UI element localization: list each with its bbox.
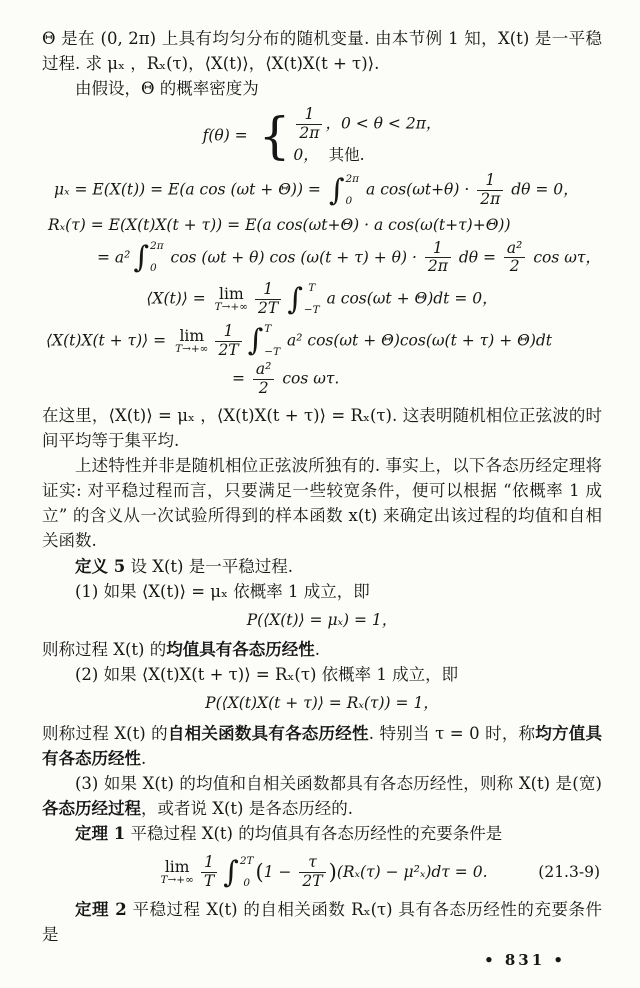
fraction: $\frac{1}{2\pi}$ [425, 240, 451, 277]
right-paren: ) [328, 859, 337, 884]
theorem-2-paragraph [42, 897, 602, 947]
autocorr-ergodic-result-paragraph: 则称过程 X(t) 的自相关函数具有各态历经性. 特别当 τ = 0 时，称均方值具有各态历经性. [42, 723, 603, 769]
fraction: $\frac{1}{2T}$ [255, 281, 281, 318]
math-fragment: 其他. [328, 145, 365, 164]
assumption-paragraph: 由假设，Θ 的概率密度为 [75, 79, 259, 99]
mean-formula [54, 172, 602, 209]
math-fragment: P(⟨X(t)⟩ = μₓ) = 1， [246, 610, 398, 629]
limit: lim T→+∞ [160, 858, 194, 887]
math-fragment: = a² [97, 247, 131, 266]
ergodic-intro-paragraph: 上述特性并非是随机相位正弦波所独有的. 事实上，以下各态历经定理将证实: 对平稳过程而言，只要满足一些较宽条件，便可以根据 “依概率 1 成立” 的含义从一次试验所得到的样本函数 x(t) 来确定出该过程的均值和自相关函数. [42, 456, 602, 551]
autocorrelation-formula [42, 214, 602, 276]
left-paren: ( [255, 859, 264, 884]
integral-sign: ∫ [328, 172, 345, 208]
condition-3-paragraph: (3) 如果 X(t) 的均值和自相关函数都具有各态历经性，则称 X(t) 是(宽)各态历经过程，或者说 X(t) 是各态历经的. [42, 774, 602, 819]
math-fragment: ⟨X(t)⟩ = [146, 289, 211, 308]
definition-5-paragraph [42, 554, 602, 579]
density-formula [42, 106, 602, 167]
definition-text: 设 X(t) 是一平稳过程. [125, 556, 293, 576]
integral: ∫ 2π 0 [133, 239, 164, 275]
limit: lim T→+∞ [214, 284, 249, 314]
time-correlation-formula [42, 323, 602, 398]
integral: ∫ 2T 0 [223, 854, 254, 890]
math-fragment: ，0 < θ < 2π， [325, 114, 442, 133]
fraction: $\frac{\text{a²}}{2}$ [253, 361, 274, 398]
math-fragment: cos (ωt + θ) cos (ω(t + τ) + θ) · [165, 247, 422, 266]
theorem-1-paragraph [42, 821, 602, 846]
theorem-1-formula [42, 854, 602, 891]
condition-2-paragraph: (2) 如果 ⟨X(t)X(t + τ)⟩ = Rₓ(τ) 依概率 1 成立，即 [75, 665, 459, 685]
math-fragment: 1 − [263, 862, 297, 881]
mean-ergodic-result-paragraph: 则称过程 X(t) 的均值具有各态历经性. [42, 640, 320, 660]
integral-sign: ∫ [287, 281, 303, 317]
fraction: $\frac{\tau}{2T}$ [299, 854, 325, 891]
integral-sign: ∫ [133, 239, 150, 275]
integral: ∫ T −T [287, 281, 320, 317]
intro-paragraph: Θ 是在 (0, 2π) 上具有均匀分布的随机变量. 由本节例 1 知，X(t) 是一平稳过程. 求 μₓ ，Rₓ(τ)，⟨X(t)⟩，⟨X(t)X(t + τ)⟩. [42, 29, 602, 74]
math-fragment: cos ωτ. [277, 369, 340, 388]
math-fragment: dθ = 0， [506, 180, 579, 199]
condition-1-paragraph: (1) 如果 ⟨X(t)⟩ = μₓ 依概率 1 成立，即 [75, 581, 370, 601]
math-fragment: = [232, 369, 250, 388]
left-brace: { [258, 107, 291, 166]
math-fragment: P(⟨X(t)X(t + τ)⟩ = Rₓ(τ)) = 1， [205, 694, 439, 713]
math-fragment: μₓ = E(X(t)) = E(a cos (ωt + Θ)) = [54, 180, 326, 199]
equation-number: (21.3-9) [538, 862, 600, 881]
probability-mean-formula [42, 609, 602, 633]
definition-label: 定义 5 [75, 556, 126, 576]
integral-sign: ∫ [247, 323, 264, 359]
integral-sign: ∫ [223, 854, 239, 890]
fraction: $\frac{1}{T}$ [201, 854, 217, 891]
fraction: $\frac{\text{a²}}{2}$ [504, 240, 525, 277]
theorem-label: 定理 1 [75, 824, 126, 844]
math-fragment: cos ωτ， [528, 247, 601, 266]
integral: ∫ T −T [247, 323, 281, 359]
fraction: $\frac{1}{2\pi}$ [477, 172, 503, 209]
theorem-text: 平稳过程 X(t) 的均值具有各态历经性的充要条件是 [125, 824, 503, 844]
probability-autocorr-formula [42, 692, 602, 716]
math-fragment: (Rₓ(τ) − μ²ₓ)dτ = 0. [336, 862, 488, 881]
limit: lim T→+∞ [175, 326, 209, 355]
theorem-label: 定理 2 [75, 899, 127, 919]
fraction: $\frac{1}{2T}$ [215, 323, 241, 360]
math-fragment: Rₓ(τ) = E(X(t)X(t + τ)) = E(a cos(ωt+Θ) · a cos(ω(t+τ)+Θ)) [48, 216, 511, 235]
time-average-formula [42, 281, 602, 318]
math-fragment: f(θ) = [202, 126, 253, 145]
ensemble-note-paragraph: 在这里，⟨X(t)⟩ = μₓ ，⟨X(t)X(t + τ)⟩ = Rₓ(τ). 这表明随机相位正弦波的时间平均等于集平均. [42, 406, 602, 451]
math-fragment: a² cos(ωt + Θ)cos(ω(t + τ) + Θ)dt [282, 331, 553, 350]
math-fragment: dθ = [453, 247, 501, 266]
cases-group [253, 106, 442, 167]
math-fragment: a cos(ωt+θ) · [361, 180, 475, 199]
theorem-text: 平稳过程 X(t) 的自相关函数 Rₓ(τ) 具有各态历经性的充要条件是 [42, 899, 602, 945]
math-fragment: 0， [293, 145, 319, 164]
fraction: $\frac{1}{2\pi}$ [296, 106, 322, 143]
math-fragment: a cos(ωt + Θ)dt = 0， [321, 289, 498, 308]
math-fragment: ⟨X(t)X(t + τ)⟩ = [46, 331, 172, 350]
integral: ∫ 2π 0 [328, 172, 360, 208]
page-number: • 831 • [484, 951, 566, 970]
